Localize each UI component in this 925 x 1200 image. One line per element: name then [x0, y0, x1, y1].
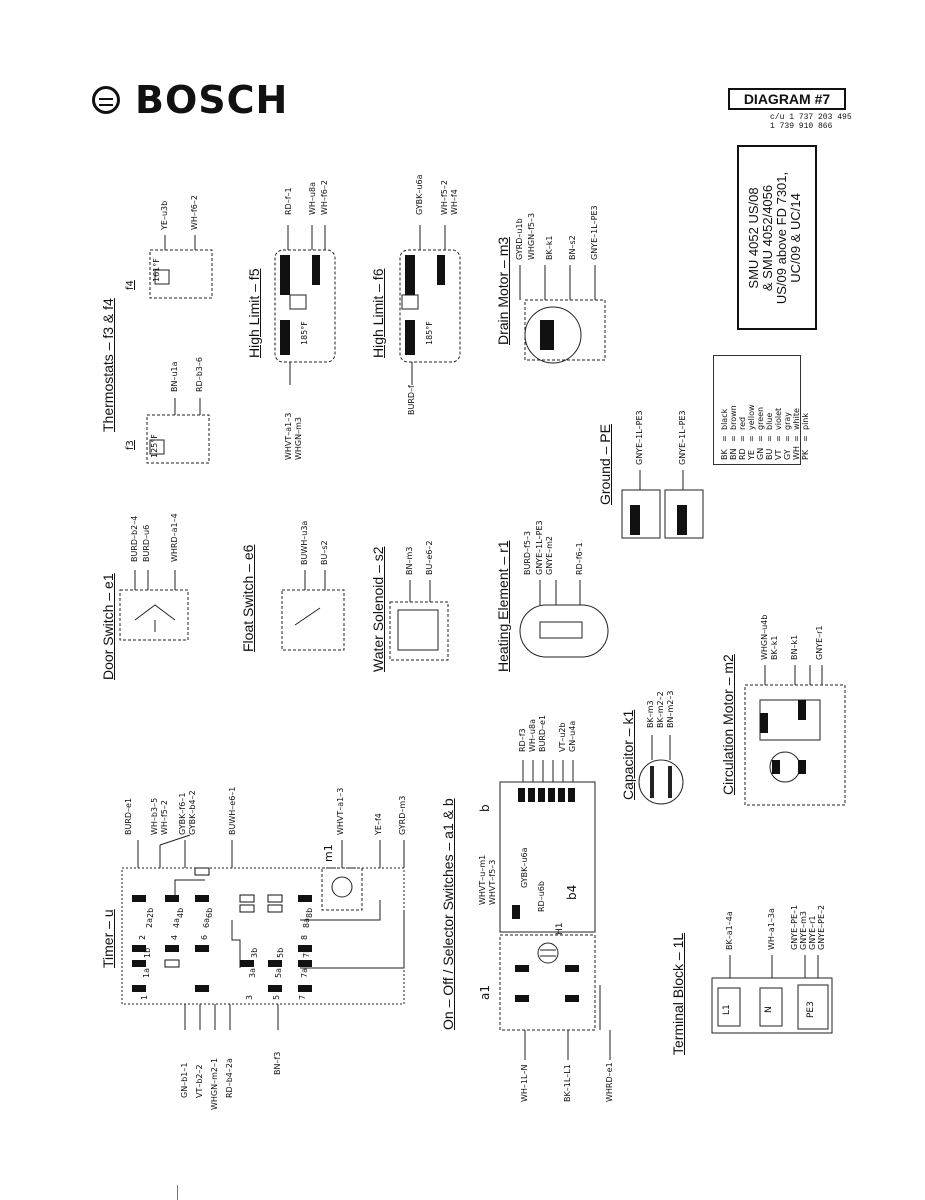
wire-label: BK–k1 [545, 235, 554, 260]
timer-contact-number: 6b [205, 907, 214, 918]
legend-rows [720, 390, 810, 460]
wire-label: GYRD–u1b [515, 218, 524, 260]
models-list [747, 153, 803, 323]
wire-label: GNYE–1L–PE3 [590, 205, 599, 260]
legend-code: WH [792, 446, 801, 460]
timer-contact-number: 5b [276, 947, 285, 958]
timer-contact-number: 5 [272, 994, 281, 1000]
heating-element-outline [520, 605, 608, 657]
wire-label: BK–m3 [646, 700, 655, 728]
legend-color-name: brown [729, 405, 738, 430]
wire-label: WH–b3–5 [150, 797, 159, 835]
wire-label: WH–u8a [528, 719, 537, 752]
wire-label: BK–k1 [770, 635, 779, 660]
timer-contact-number: 4b [176, 907, 185, 918]
legend-equals: = [738, 435, 747, 442]
wire-label: BURD–f5–3 [523, 530, 532, 575]
high-limit-f6-symbol [402, 295, 418, 309]
wire-label: VT–u2b [558, 722, 567, 752]
wire-label: WHVT–a1–3 [336, 787, 345, 835]
temp-125: 125°F [150, 434, 159, 458]
legend-color-name: gray [783, 411, 792, 430]
wire-label: GYBK–u6a [415, 174, 424, 215]
m1-motor-icon [332, 877, 352, 897]
legend-equals: = [801, 435, 810, 442]
wire-label: YE–u3b [160, 200, 169, 230]
high-limit-f5-symbol [290, 295, 306, 309]
wire-label: WHGN–u4b [760, 614, 769, 660]
b4-label: b4 [565, 884, 579, 900]
diagram-number: DIAGRAM #7 [728, 88, 846, 110]
timer-contact-number: 2 [138, 934, 147, 940]
timer-contact-number: 5a [274, 968, 283, 978]
timer-contact-number: 8b [305, 907, 314, 918]
brand-name: BOSCH [135, 78, 289, 122]
legend-code: PK [801, 449, 810, 460]
wire-label: YE–f4 [374, 813, 383, 835]
h1-lamp-icon [538, 943, 558, 963]
legend-code: GN [756, 447, 765, 460]
legend-row [774, 390, 783, 460]
legend-equals: = [747, 435, 756, 442]
timer-contact-number: 4 [170, 934, 179, 940]
legend-row [738, 390, 747, 460]
legend-row [801, 390, 810, 460]
legend-color-name: yellow [747, 404, 756, 430]
heating-element-resistor [540, 622, 582, 638]
wire-label: WH–f6–2 [190, 195, 199, 230]
m1-box [322, 868, 362, 910]
models-box [737, 145, 817, 330]
timer-contact-number: 7a [300, 968, 309, 978]
legend-color-name: black [720, 408, 729, 430]
model-line: SMU 4052 US/08 [746, 187, 761, 289]
wire-label: GN–b1–1 [180, 1062, 189, 1098]
part-number-2: 1 739 910 866 [770, 122, 833, 131]
legend-equals: = [765, 435, 774, 442]
solenoid-coil [398, 610, 438, 650]
wire-label: BK–m2–2 [656, 691, 665, 728]
wire-label: BURD–e1 [124, 797, 133, 835]
a1-label: a1 [478, 985, 492, 1000]
wire-label: BN–m2–3 [666, 690, 675, 728]
high-limit-f6-title: High Limit – f6 [370, 268, 386, 358]
timer-contact-number: 7b [302, 947, 311, 958]
legend-color-name: red [738, 416, 747, 430]
wire-label: BUWH–u3a [300, 520, 309, 565]
circulation-winding-box [760, 700, 820, 740]
on-off-title: On – Off / Selector Switches – a1 & b [440, 798, 456, 1030]
timer-contact-number: 1b [143, 947, 152, 958]
wire-label: RD–f6–1 [575, 542, 584, 575]
wire-label: WH–1L–N [520, 1064, 529, 1102]
ground-title: Ground – PE [597, 424, 613, 505]
legend-equals: = [792, 435, 801, 442]
wire-label: RD–u6b [537, 881, 546, 912]
wire-label: WHGN–f5–3 [527, 212, 536, 260]
wire-label: RD–f–1 [284, 187, 293, 215]
legend-color-name: violet [774, 407, 783, 430]
wire-label: GNYE–m3 [799, 910, 808, 950]
legend-code: GY [783, 449, 792, 460]
wire-label: GYRD–m3 [398, 795, 407, 835]
wire-label: BN–f3 [273, 1051, 282, 1075]
contact-blocks [132, 255, 806, 1002]
terminal-N-label: N [764, 1006, 774, 1013]
timer-contact-number: 6 [200, 934, 209, 940]
wire-label: GYBK–b4–2 [188, 790, 197, 835]
wire-label: BN–s2 [568, 235, 577, 260]
ground-terminal-2 [622, 490, 660, 538]
door-switch-box [120, 590, 188, 640]
legend-row [747, 390, 756, 460]
h1-label: H1 [555, 922, 565, 935]
wire-label: GNYE–PE–2 [817, 904, 826, 950]
wire-label: WHVT–u–m1 [478, 854, 487, 905]
wire-label: WH–u8a [308, 182, 317, 215]
wire-label: RD–b4–2a [225, 1058, 234, 1098]
timer-title: Timer – u [100, 909, 116, 968]
high-limit-f5-title: High Limit – f5 [246, 268, 262, 358]
wire-label: WH–a1–3a [767, 908, 776, 950]
wire-label: GNYE–1L–PE3 [678, 410, 687, 465]
wire-label: BN–m3 [405, 546, 414, 575]
timer-contact-number: 3a [248, 968, 257, 978]
legend-row [765, 390, 774, 460]
thermostats-title: Thermostats – f3 & f4 [100, 298, 116, 432]
wire-label: WHVT–a1–3 [284, 412, 293, 460]
wire-label: RD–f3 [518, 728, 527, 752]
wire-label: GNYE–1L–PE3 [635, 410, 644, 465]
wire-label: BURD–u6 [142, 524, 151, 562]
wire-label: WHRD–a1–4 [170, 513, 179, 562]
f4-label: f4 [125, 280, 136, 290]
model-line: & SMU 4052/4056 [760, 184, 775, 292]
m1-label: m1 [322, 844, 335, 862]
model-line: UC/09 & UC/14 [788, 193, 803, 283]
wire-label: WHVT–f5–3 [488, 859, 497, 905]
legend-row [792, 390, 801, 460]
circulation-motor-title: Circulation Motor – m2 [720, 654, 736, 795]
solenoid-box [390, 602, 448, 660]
page-mark [177, 1185, 178, 1200]
wire-label: VT–b2–2 [195, 1064, 204, 1098]
timer-contact-number: 8 [300, 934, 309, 940]
drain-motor-title: Drain Motor – m3 [495, 236, 511, 345]
wire-label: BURD–b2–4 [130, 515, 139, 562]
timer-contact-number: 8a [302, 918, 311, 928]
legend-code: RD [738, 448, 747, 460]
timer-contact-number: 2b [146, 907, 155, 918]
legend-code: BK [720, 449, 729, 460]
wire-label: WHGN–m2–1 [210, 1057, 219, 1110]
drain-motor-box [525, 300, 605, 360]
wire-label: BURD–e1 [538, 714, 547, 752]
a1-switch-box [500, 935, 595, 1030]
b-label: b [478, 804, 492, 812]
wire-label: GNYE–r1 [815, 625, 824, 660]
legend-code: VT [774, 449, 783, 460]
temp-161: 161°F [152, 258, 161, 282]
temp-185-f5: 185°F [300, 321, 309, 345]
timer-contact-number: 1a [142, 968, 151, 978]
legend-row [729, 390, 738, 460]
wire-label: WHRD–e1 [605, 1062, 614, 1102]
heating-element-title: Heating Element – r1 [495, 540, 511, 672]
water-solenoid-title: Water Solenoid – s2 [370, 546, 386, 672]
wire-label: BN–k1 [790, 634, 799, 660]
door-switch-title: Door Switch – e1 [100, 573, 116, 680]
capacitor-title: Capacitor – k1 [620, 709, 636, 800]
color-legend [713, 355, 810, 465]
capacitor-symbol [639, 760, 683, 804]
legend-color-name: white [792, 408, 801, 430]
wire-label: GNYE–PE–1 [790, 904, 799, 950]
terminal-block-title: Terminal Block – 1L [670, 932, 686, 1055]
timer-contact-number: 7 [298, 994, 307, 1000]
wire-label: RD–b3–6 [195, 357, 204, 392]
wire-label: BURD–f [407, 385, 416, 415]
timer-contact-number: 2a [145, 918, 154, 928]
timer-contact-number: 6a [202, 918, 211, 928]
legend-row [720, 390, 729, 460]
timer-contact-number: 1 [140, 994, 149, 1000]
wire-label: BN–u1a [170, 361, 179, 392]
wire-label: GYBK–f6–1 [178, 792, 187, 835]
wire-label: BK–a1–4a [725, 911, 734, 950]
wire-label: WH–f4 [450, 189, 459, 215]
legend-code: BN [729, 448, 738, 460]
model-line: US/09 above FD 7301, [774, 171, 789, 305]
timer-contact-number: 4a [172, 918, 181, 928]
legend-equals: = [729, 435, 738, 442]
wire-label: GNYE–m2 [545, 535, 554, 575]
legend-color-name: pink [801, 412, 810, 430]
wire-label: WH–f6–2 [320, 180, 329, 215]
f3-label: f3 [125, 440, 136, 450]
part-number-1: c/u 1 737 203 495 [770, 113, 852, 122]
terminal-PE3-label: PE3 [806, 1001, 816, 1018]
legend-color-name: blue [765, 412, 774, 430]
wire-label: WH–f5–2 [160, 800, 169, 835]
wire-label: GNYE–1L–PE3 [535, 520, 544, 575]
wire-label: GNYE–r1 [808, 915, 817, 950]
legend-code: YE [747, 450, 756, 460]
legend-equals: = [783, 435, 792, 442]
wire-label: WHGN–m3 [294, 417, 303, 460]
legend-color-name: green [756, 406, 765, 430]
legend-row [756, 390, 765, 460]
legend-equals: = [720, 435, 729, 442]
wire-label: GN–u4a [568, 720, 577, 752]
legend-code: BU [765, 448, 774, 460]
timer-contact-number: 3b [250, 947, 259, 958]
legend-row [783, 390, 792, 460]
float-switch-box [282, 590, 344, 650]
wire-label: BU–e6–2 [425, 540, 434, 575]
wire-label: BK–1L–L1 [563, 1064, 572, 1102]
wire-label: BUWH–e6–1 [228, 786, 237, 835]
wire-label: WH–f5–2 [440, 180, 449, 215]
temp-185-f6: 185°F [425, 321, 434, 345]
terminal-L1-label: L1 [722, 1004, 732, 1015]
legend-equals: = [774, 435, 783, 442]
legend-equals: = [756, 435, 765, 442]
timer-contact-number: 3 [245, 994, 254, 1000]
float-switch-title: Float Switch – e6 [240, 544, 256, 652]
wire-label: GYBK–u6a [520, 847, 529, 888]
wire-label: BU–s2 [320, 540, 329, 565]
